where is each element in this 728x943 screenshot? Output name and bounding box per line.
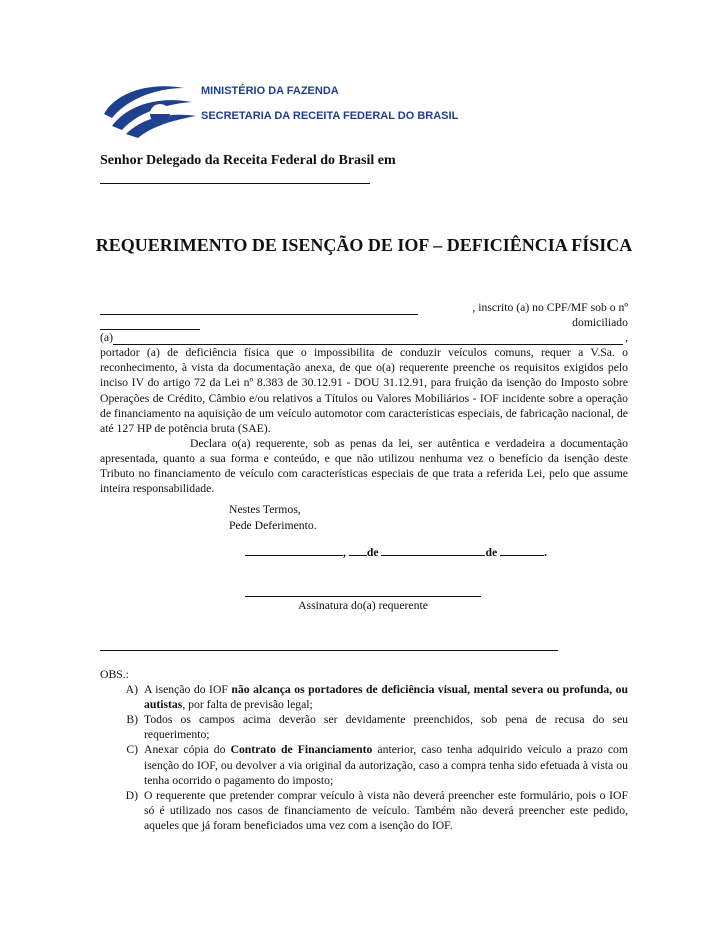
obs-heading: OBS.: (100, 668, 129, 681)
receita-federal-logo-icon (98, 74, 200, 144)
separator-line (100, 650, 558, 651)
address-prefix: (a) (100, 331, 113, 345)
ministry-name: MINISTÉRIO DA FAZENDA (201, 85, 339, 97)
obs-item (100, 742, 628, 787)
paragraph-declaration: Declara o(a) requerente, sob as penas da lei, ser autêntica e verdadeira a documentação apresentada, quanto a sua forma e conteúdo, e que não utilizou nenhuma vez o benefício da isenção deste Tributo no financiamento de veículo com características especiais de que trata a referida Lei, pelo que assume inteira responsabilidade. (100, 436, 628, 496)
request-body (100, 300, 628, 496)
document-title: REQUERIMENTO DE ISENÇÃO DE IOF – DEFICIÊNCIA FÍSICA (95, 235, 633, 255)
paragraph-request: portador (a) de deficiência física que o impossibilita de conduzir veículos comuns, requer a V.Sa. o reconhecimento, à vista da documentação anexa, de que o(a) requerente preenche os requisitos exigidos pelo inciso IV do artigo 72 da Lei nº 8.383 de 30.12.91 - DOU 31.12.91, para fruição da isenção do Imposto sobre Operações de Crédito, Câmbio e/ou relativos a Títulos ou Valores Mobiliários - IOF incidente sobre a operação de financiamento na aquisição de um veículo automotor com características especiais, de fabricação nacional, de até 127 HP de potência bruta (SAE). (100, 346, 628, 435)
inscrito-text: , inscrito (a) no CPF/MF sob o nº (472, 301, 628, 314)
signature-line[interactable] (245, 596, 481, 597)
year-blank[interactable] (500, 545, 544, 556)
obs-item (100, 788, 628, 833)
date-de-2: de (485, 546, 498, 559)
date-line: , de de . (245, 545, 547, 559)
obs-item-letter: D) (125, 788, 138, 802)
observations (100, 667, 628, 833)
obs-item-text (144, 742, 628, 787)
cpf-domicile-row (100, 315, 628, 330)
obs-item-letter: A) (125, 683, 138, 697)
obs-item-text-plain: A isenção do IOF (144, 683, 232, 697)
obs-list (100, 682, 628, 833)
obs-item-text-bold: não alcança os portadores de deficiência visual, mental severa ou profunda, ou autistas (144, 683, 628, 712)
obs-item-text (144, 712, 628, 742)
obs-item-letter: C) (126, 743, 138, 757)
closing-line-2: Pede Deferimento. (229, 519, 317, 532)
obs-item-text-plain: Todos os campos acima deverão ser devidamente preenchidos, sob pena de recusa do seu requerimento; (144, 713, 628, 742)
address-end-comma: , (625, 331, 628, 345)
date-de-1: de (366, 546, 379, 559)
name-cpf-row (100, 300, 628, 315)
obs-item-text (144, 682, 628, 712)
month-blank[interactable] (381, 545, 485, 556)
domiciliado-text: domiciliado (572, 316, 628, 330)
closing-block (229, 502, 317, 534)
obs-item-text-bold: Contrato de Financiamento (230, 743, 373, 757)
day-blank[interactable] (349, 545, 367, 556)
obs-item-text-plain: O requerente que pretender comprar veículo à vista não deverá preencher este formulário, pois o IOF só é utilizado nos casos de financiamento de veículo. Também não deverá preencher este pedido, aqueles que já foram beneficiados uma vez com a isenção do IOF. (144, 788, 628, 832)
secretariat-name: SECRETARIA DA RECEITA FEDERAL DO BRASIL (201, 110, 459, 122)
city-blank[interactable] (245, 545, 343, 556)
addressee: Senhor Delegado da Receita Federal do Brasil em (100, 153, 396, 168)
obs-item-text-plain: Anexar cópia do (144, 743, 231, 757)
addressee-city-blank[interactable] (100, 183, 370, 184)
obs-item-text-plain: anterior, caso tenha adquirido veículo a prazo com isenção do IOF, ou devolver a via original da autorização, caso a compra tenha sido efetuada à vista ou tenha ocorrido o pagamento do imposto; (144, 743, 628, 787)
address-blank[interactable] (113, 333, 623, 345)
name-blank[interactable] (100, 303, 418, 315)
address-row (100, 330, 628, 345)
obs-item-text (144, 788, 628, 833)
signature-label: Assinatura do(a) requerente (298, 599, 428, 612)
obs-item-letter: B) (126, 713, 138, 727)
obs-item (100, 712, 628, 742)
cpf-blank[interactable] (100, 318, 200, 330)
closing-line-1: Nestes Termos, (229, 503, 301, 516)
obs-item (100, 682, 628, 712)
obs-item-text-plain: , por falta de previsão legal; (182, 698, 313, 712)
